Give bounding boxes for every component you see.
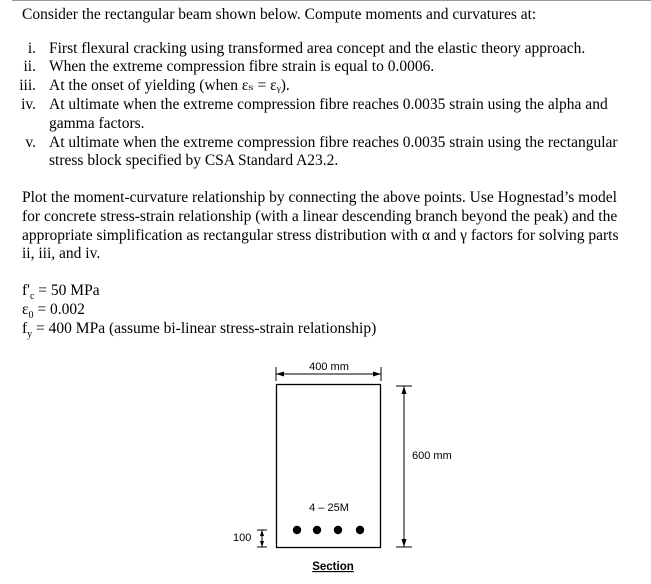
figure-caption: Section bbox=[312, 561, 354, 573]
rebar-3 bbox=[334, 526, 342, 534]
item-1-number: i. bbox=[27, 40, 36, 57]
param-eps0: $\varepsilon_0 = 0.002$ bbox=[22, 301, 85, 322]
rebar-2 bbox=[313, 526, 321, 534]
bars-label: 4 – 25M bbox=[309, 502, 349, 514]
item-3-text: At the onset of yielding (when εₛ = εᵧ). bbox=[49, 77, 290, 94]
plot-text-line4: ii, iii, and iv. bbox=[22, 245, 101, 262]
param-fc: $f'_c = 50$ MPa bbox=[22, 282, 100, 303]
rebar-1 bbox=[293, 526, 301, 534]
item-5-text-line2: stress block specified by CSA Standard A23.2. bbox=[49, 152, 339, 169]
height-label: 600 mm bbox=[412, 450, 452, 462]
rebar-4 bbox=[356, 526, 364, 534]
plot-text-line2: for concrete stress-strain relationship (with a linear descending branch beyond the peak) and the bbox=[22, 208, 618, 225]
height-arrow-bottom bbox=[402, 539, 407, 547]
param-fy: $f_y = 400$ MPa (assume bi-linear stress-strain relationship) bbox=[22, 320, 377, 341]
item-1-text: First flexural cracking using transformed area concept and the elastic theory approach. bbox=[49, 40, 586, 57]
width-arrow-right bbox=[373, 372, 381, 377]
cover-arrow-top bbox=[260, 530, 264, 536]
cover-arrow-bottom bbox=[260, 541, 264, 547]
intro-text: Consider the rectangular beam shown below. Compute moments and curvatures at: bbox=[22, 6, 537, 23]
width-label: 400 mm bbox=[309, 361, 349, 373]
item-4-text-line1: At ultimate when the extreme compression fibre reaches 0.0035 strain using the alpha and bbox=[49, 96, 608, 113]
height-arrow-top bbox=[402, 386, 407, 394]
beam-outline bbox=[277, 385, 381, 548]
cover-label: 100 bbox=[233, 532, 252, 544]
item-2-number: ii. bbox=[23, 58, 36, 75]
plot-text-line1: Plot the moment-curvature relationship by connecting the above points. Use Hognestad’s model bbox=[22, 189, 617, 206]
item-4-number: iv. bbox=[21, 96, 36, 113]
item-5-text-line1: At ultimate when the extreme compression fibre reaches 0.0035 strain using the rectangular bbox=[49, 134, 618, 151]
item-3-number: iii. bbox=[19, 77, 36, 94]
item-5-number: v. bbox=[25, 134, 36, 151]
plot-text-line3: appropriate simplification as rectangular stress distribution with α and γ factors for solving parts bbox=[22, 227, 619, 244]
width-arrow-left bbox=[276, 372, 284, 377]
item-4-text-line2: gamma factors. bbox=[49, 115, 145, 132]
item-2-text: When the extreme compression fibre strain is equal to 0.0006. bbox=[49, 58, 435, 75]
